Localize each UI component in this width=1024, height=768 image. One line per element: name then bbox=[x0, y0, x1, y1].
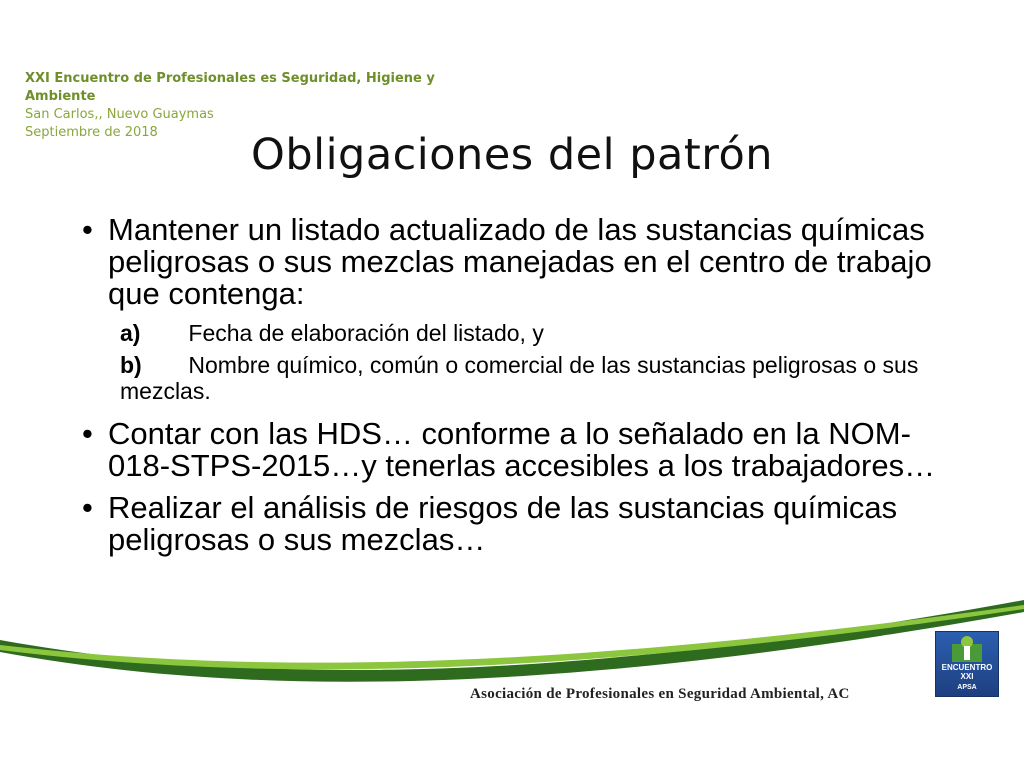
bullet-dot: • bbox=[82, 212, 93, 247]
sub-item-letter: b) bbox=[120, 352, 142, 378]
swoosh-dark-band bbox=[0, 600, 1024, 682]
event-date: Septiembre de 2018 bbox=[25, 125, 158, 140]
bullet-dot: • bbox=[82, 490, 93, 525]
sub-item bbox=[120, 320, 962, 346]
logo-title: ENCUENTRO XXI bbox=[941, 663, 993, 681]
sub-item-text: Nombre químico, común o comercial de las sustancias peligrosas o sus mezclas. bbox=[120, 352, 919, 404]
apsa-logo bbox=[935, 631, 999, 697]
bullet-text: Mantener un listado actualizado de las sustancias químicas peligrosas o sus mezclas manejadas en el centro de trabajo que contenga: bbox=[108, 212, 932, 311]
logo-emblem-icon bbox=[936, 632, 998, 664]
bullet-item bbox=[82, 214, 962, 310]
event-location: San Carlos,, Nuevo Guaymas bbox=[25, 107, 214, 122]
logo-subtitle: APSA bbox=[957, 684, 977, 691]
bullet-text: Contar con las HDS… conforme a lo señalado en la NOM-018-STPS-2015…y tenerlas accesibles a los trabajadores… bbox=[108, 416, 936, 483]
bullet-dot: • bbox=[82, 416, 93, 451]
footer-organization: Asociación de Profesionales en Seguridad Ambiental, AC bbox=[470, 686, 850, 702]
bullet-item bbox=[82, 492, 962, 556]
green-swoosh-decoration bbox=[0, 590, 1024, 700]
sub-item-text: Fecha de elaboración del listado, y bbox=[188, 320, 544, 346]
sub-item bbox=[120, 352, 962, 404]
bullet-item bbox=[82, 418, 962, 482]
event-title-line1: XXI Encuentro de Profesionales es Seguridad, Higiene y bbox=[25, 71, 435, 86]
slide-content bbox=[82, 214, 962, 566]
bullet-text: Realizar el análisis de riesgos de las sustancias químicas peligrosas o sus mezclas… bbox=[108, 490, 898, 557]
slide-title: Obligaciones del patrón bbox=[250, 130, 774, 180]
event-title-line2: Ambiente bbox=[25, 89, 96, 104]
sub-item-letter: a) bbox=[120, 320, 141, 346]
